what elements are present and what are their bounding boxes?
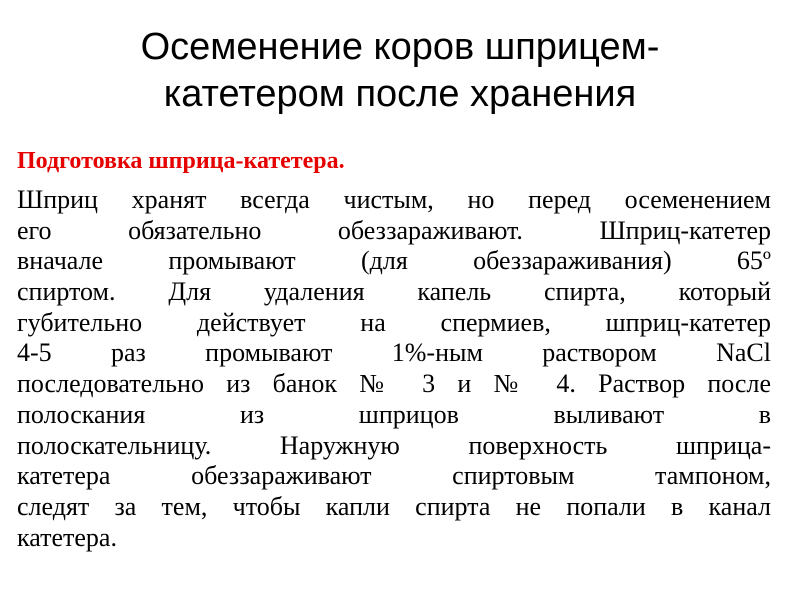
body-line-11: следят за тем, чтобы капли спирта не попали в канал xyxy=(17,491,771,521)
body-line-1: Шприц хранят всегда чистым, но перед осеменением xyxy=(17,185,771,214)
slide-title xyxy=(40,24,760,118)
slide-title-line-1: Осеменение коров шприцем- xyxy=(140,26,660,68)
body-line-2: его обязательно обеззараживают. Шприц-катетер xyxy=(17,215,771,245)
section-subheading: Подготовка шприца-катетера. xyxy=(17,148,345,174)
body-line-7: последовательно из банок № 3 и № 4. Раствор после xyxy=(17,369,771,399)
body-line-8: полоскания из шприцов выливают в xyxy=(17,399,771,429)
body-line-4: спиртом. Для удаления капель спирта, который xyxy=(17,277,771,307)
body-line-3: вначале промывают (для обеззараживания) 65º xyxy=(17,246,771,276)
body-line-12: катетера. xyxy=(17,522,117,552)
body-line-6: 4-5 раз промывают 1%-ным раствором NaCl xyxy=(17,338,771,368)
slide-title-line-2: катетером после хранения xyxy=(163,73,637,115)
body-line-9: полоскательницу. Наружную поверхность шприца- xyxy=(17,430,771,460)
body-line-10: катетера обеззараживают спиртовым тампоном, xyxy=(17,461,771,491)
body-line-5: губительно действует на спермиев, шприц-катетер xyxy=(17,307,771,337)
slide-content xyxy=(17,147,771,553)
body-paragraph xyxy=(17,185,771,553)
